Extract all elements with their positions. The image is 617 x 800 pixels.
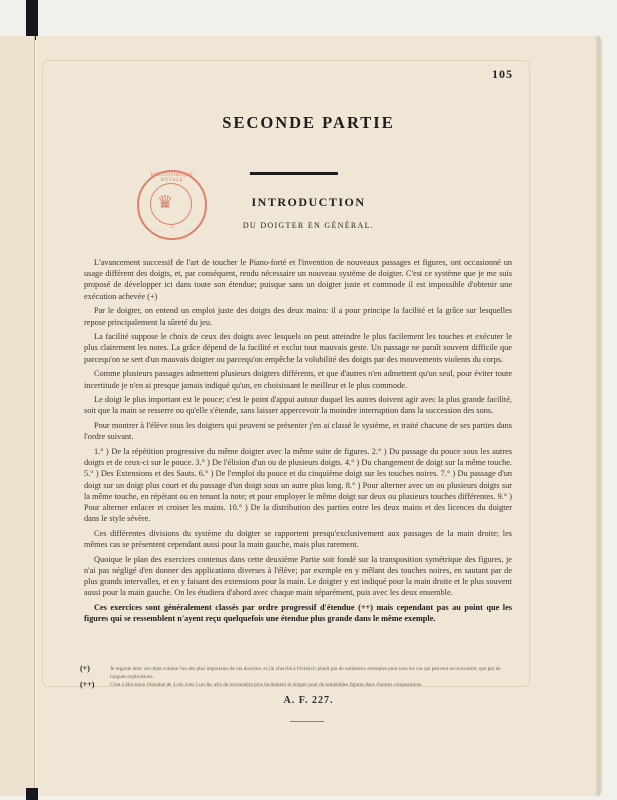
bottom-rule bbox=[290, 721, 324, 722]
footnote-mark: (++) bbox=[80, 680, 95, 689]
paragraph: Le doigt le plus important est le pouce; c'est le point d'appui autour duquel les autres doivent agir avec la plus grande facilité, soit que la main se resserre ou qu'elle s'étende, sans laisser appercevoir la moindre interruption dans la succession des sons. bbox=[84, 395, 512, 416]
paragraph: Comme plusieurs passages admettent plusieurs doigters différents, et que d'autres n'en admettent qu'un seul, pour éviter toute incertitude je n'en ai presque jamais indiqué qu'un, en choisissant le meilleur et le plus commode. bbox=[84, 369, 512, 390]
section-subheading: DU DOIGTER EN GÉNÉRAL. bbox=[242, 221, 375, 230]
facing-page-edge bbox=[0, 36, 35, 796]
bookmark-ribbon-top bbox=[26, 0, 38, 40]
stamp-ring-text: BIBLIOTHÈQUE ROYALE bbox=[150, 173, 194, 183]
footnote bbox=[80, 666, 512, 681]
stamp-number: 1 bbox=[170, 225, 174, 230]
footnote-mark: (+) bbox=[80, 664, 90, 673]
plate-number: A. F. 227. bbox=[283, 695, 334, 706]
crown-icon: ♛ bbox=[157, 192, 174, 212]
bookmark-ribbon-bottom bbox=[26, 788, 38, 800]
paragraph: Par le doigter, on entend un emploi juste des doigts des deux mains: il a pour principe la facilité et la grâce sur lesquelles repose principalement la sûreté du jeu. bbox=[84, 306, 512, 327]
paragraph: Quoique le plan des exercices contenus dans cette deuxième Partie soit fondé sur la transposition symétrique des figures, je n'ai pas négligé d'en donner des applications diverses à l'élève; par exemple en y mêlant des touches noires, en sautant par de plus grands intervalles, et en y faisant des extensions pour la main. Le doigter y est indiqué pour la main droite et le plus souvent aussi pour la main gauche. On les étudiera d'abord avec chaque main séparément, puis avec les deux ensemble. bbox=[84, 554, 512, 598]
footnotes bbox=[80, 666, 512, 691]
footnote bbox=[80, 682, 512, 690]
library-stamp bbox=[137, 170, 207, 240]
paragraph-numbered-list: 1.° ) De la répétition progressive du même doigter avec la même suite de figures. 2.° ) Du passage du pouce sous les autres doigts et de ceux-ci sur le pouce. 3.° ) De l'élision d'un ou de plusieurs doigts. 4.° ) Du changement de doigt sur la même touche. 5.° ) Des Extensions et des Sauts. 6.° ) De l'emploi du pouce et du cinquième doigt sur les touches noires. 7.° ) Du passage d'un doigt sur un doigt plus court et du passage d'un doigt sous un autre plus long. 8.° ) Pour alterner avec un ou plusieurs doigts sur la même touche, en répétant ou en tenant la note; et pour employer le même doigt sur deux ou plusieurs touches différentes. 9.° ) Pour alterner enlacer et croiser les mains. 10.° ) De la distribution des parties entre les deux mains et des licences du doigter dans le style sévère. bbox=[84, 447, 512, 524]
paragraph: La facilité suppose le choix de ceux des doigts avec lesquels on peut atteindre le plus facilement les touches et exécuter le plus clairement les notes. La grâce dépend de la facilité et exclut tout mauvais geste. Un passage ne paraît souvent difficile que parcequ'on se sert d'un mauvais doigter ou parcequ'on empêche la volubilité des doigts par des mouvements violents du corps. bbox=[84, 332, 512, 364]
title-rule bbox=[250, 172, 338, 175]
page-title: SECONDE PARTIE bbox=[222, 113, 395, 132]
section-heading: INTRODUCTION bbox=[251, 195, 366, 209]
paragraph: Ces différentes divisions du système du doigter se rapportent presqu'exclusivement aux passages de la main droite; les mêmes cas se présentent cependant aussi pour la main gauche, mais plus rarement. bbox=[84, 528, 512, 550]
page-number: 105 bbox=[492, 67, 513, 81]
footnote-text: C'est à dire selon l'étendue de 3.ces 4.tes 5.tes &c afin de reconnaître plus facilement le doigter pour de semblables figures dans d'autres compositions. bbox=[110, 682, 423, 688]
page-stack-edge bbox=[596, 38, 602, 794]
paragraph: Pour montrer à l'élève tous les doigters qui peuvent se présenter j'en ai classé le système, et traité chacune de ses parties dans l'ordre suivant. bbox=[84, 421, 512, 442]
footnote-text: Je regarde donc cet objet comme l'un des plus importants de ma doctrine, et j'ai cherché à l'éclaircir plutôt par de nombreux exemples pour tous les cas qui peuvent se rencontrer, que par de longues explications. bbox=[110, 666, 501, 680]
paragraph: L'avancement successif de l'art de toucher le Piano-forté et l'invention de nouveaux passages et figures, ont occasionné un usage différent des doigts, et, par conséquent, rendu nécessaire un nouveau système de doigter. C'est ce système que je me suis proposé de développer ici dans toute son étendue; puisque sans un doigter juste et commode il est impossible d'obtenir une exécution achevée (+) bbox=[84, 258, 512, 301]
body-text bbox=[84, 257, 512, 628]
bold-paragraph: Ces exercices sont généralement classés par ordre progressif d'étendue (++) mais cependant pas au point que les figures qui se ressemblent n'ayent reçu quelquefois une étendue plus grande dans le même exemple. bbox=[84, 603, 512, 624]
